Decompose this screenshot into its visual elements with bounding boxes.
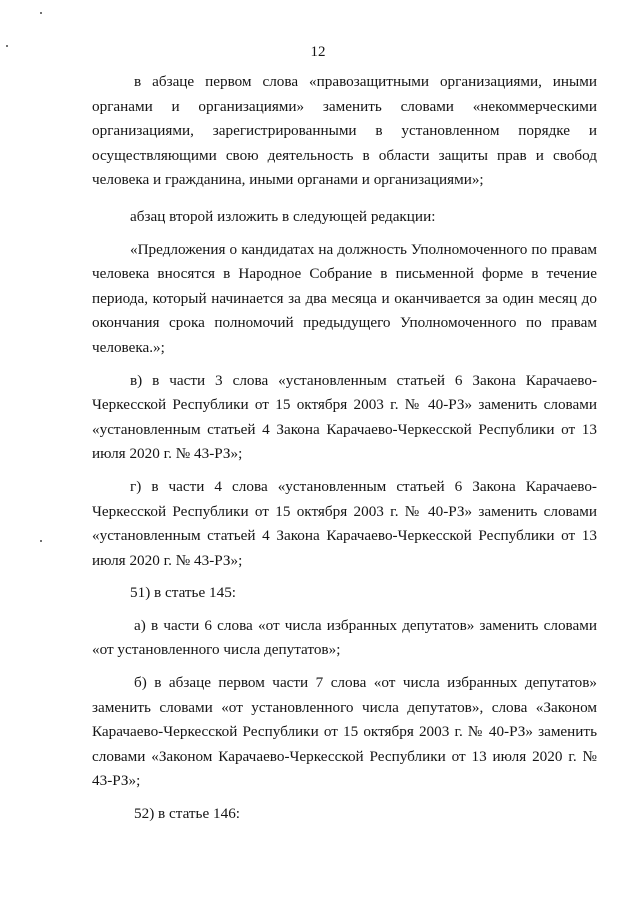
document-body — [92, 70, 597, 827]
paragraph-abzac-pervyi: в абзаце первом слова «правозащитными организациями, иными органами и организациями» заменить словами «некоммерческими организациями, зарегистрированными в установленном порядке и осуществляющими свою деятельность в области защиты прав и свобод человека и гражданина, иными органами и организациями»; — [92, 73, 597, 189]
paragraph-chast-7: б) в абзаце первом части 7 слова «от числа избранных депутатов» заменить словами «от установленного числа депутатов», слова «Законом Карачаево-Черкесской Республики от 15 октября 2003 г. № 40-РЗ» заменить словами «Законом Карачаево-Черкесской Республики от 13 июля 2020 г. № 43-РЗ»; — [92, 674, 597, 790]
scan-speck — [40, 12, 42, 14]
paragraph-chast-6: а) в части 6 слова «от числа избранных депутатов» заменить словами «от установленного числа депутатов»; — [92, 616, 597, 659]
paragraph-statya-146: 52) в статье 146: — [134, 805, 241, 823]
paragraph-chast-4: г) в части 4 слова «установленным статьей 6 Закона Карачаево-Черкесской Республики от 15 октября 2003 г. № 40-РЗ» заменить словами «установленным статьей 4 Закона Карачаево-Черкесской Республики от 13 июля 2020 г. № 43-РЗ»; — [92, 477, 597, 569]
paragraph-predlozheniya: «Предложения о кандидатах на должность Уполномоченного по правам человека вносятся в Народное Собрание в письменной форме в течение периода, который начинается за два месяца и оканчивается за один месяц до окончания срока полномочий предыдущего Уполномоченного по правам человека.»; — [92, 240, 597, 356]
paragraph-statya-145: 51) в статье 145: — [130, 584, 237, 602]
paragraph-chast-3: в) в части 3 слова «установленным статьей 6 Закона Карачаево-Черкесской Республики от 15 октября 2003 г. № 40-РЗ» заменить словами «установленным статьей 4 Закона Карачаево-Черкесской Республики от 13 июля 2020 г. № 43-РЗ»; — [92, 371, 597, 463]
scan-speck — [40, 540, 42, 542]
page-number: 12 — [310, 44, 326, 60]
paragraph-abzac-vtoroi: абзац второй изложить в следующей редакции: — [130, 207, 436, 225]
